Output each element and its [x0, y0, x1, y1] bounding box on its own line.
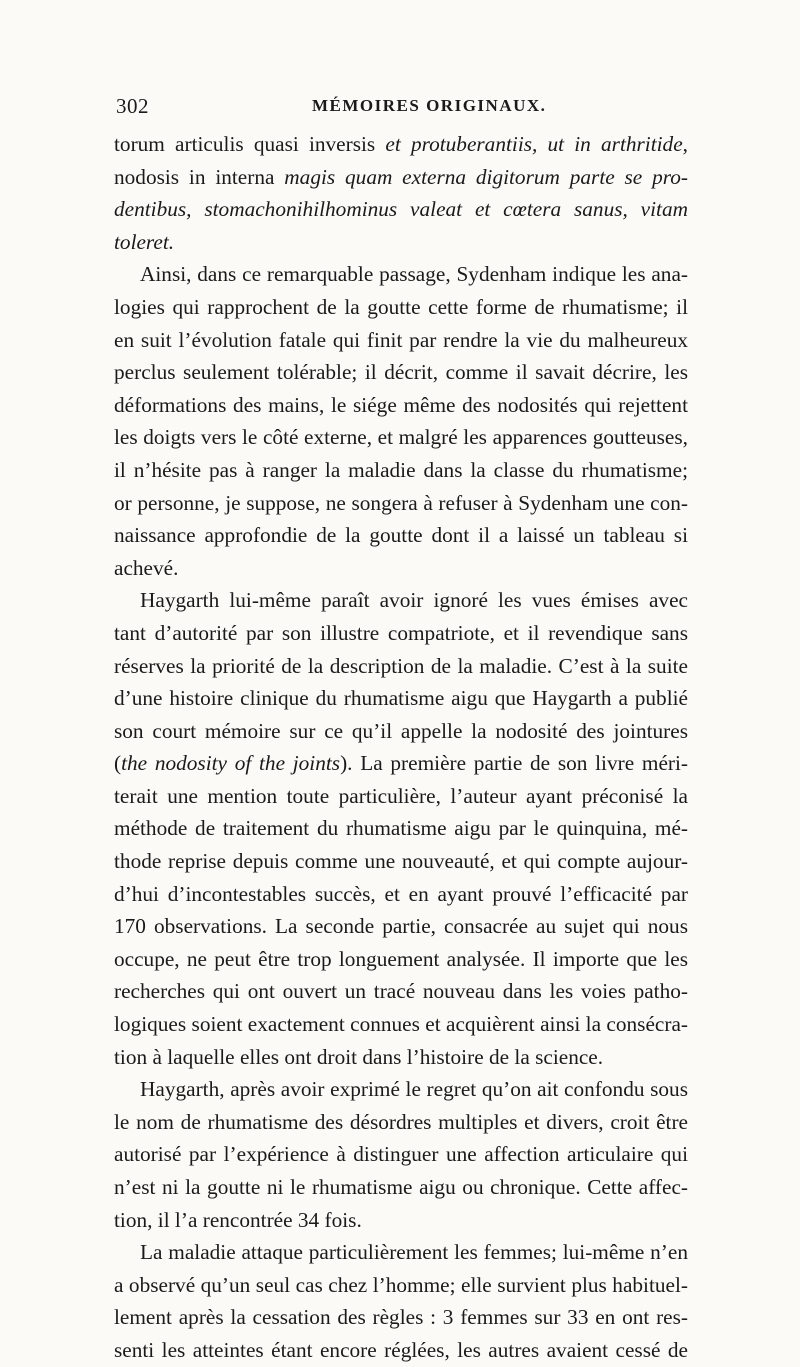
text-line: [114, 1301, 688, 1334]
text-segment: son court mémoire sur ce qu’il appelle la nodosité des jointures: [114, 718, 688, 743]
text-segment: naissance approfondie de la goutte dont il a laissé un tableau si: [114, 523, 688, 548]
text-line: [114, 1171, 688, 1204]
text-line: [114, 324, 688, 357]
text-line: [114, 258, 688, 291]
text-line: [114, 421, 688, 454]
text-line: [114, 780, 688, 813]
italic-segment: toleret.: [114, 229, 175, 254]
text-line: [114, 1041, 688, 1074]
text-segment: perclus seulement tolérable; il décrit, comme il savait décrire, les: [114, 360, 688, 385]
text-segment: tant d’autorité par son illustre compatriote, et il revendique sans: [114, 620, 688, 645]
text-segment: 170 observations. La seconde partie, consacrée au sujet qui nous: [114, 914, 688, 939]
text-segment: méthode de traitement du rhumatisme aigu par le quinquina, mé-: [114, 816, 688, 841]
text-line: [114, 389, 688, 422]
text-segment: recherches qui ont ouvert un tracé nouveau dans les voies patho-: [114, 979, 688, 1004]
text-line: [114, 1138, 688, 1171]
text-line: [114, 747, 688, 780]
text-segment: Haygarth, après avoir exprimé le regret qu’on ait confondu sous: [140, 1077, 688, 1102]
text-line: [114, 193, 688, 226]
text-segment: le nom de rhumatisme des désordres multiples et divers, croit être: [114, 1109, 688, 1134]
text-segment: logiques soient exactement connues et acquièrent ainsi la consécra-: [114, 1012, 688, 1037]
text-line: [114, 1073, 688, 1106]
text-segment: nodosis in interna: [114, 164, 285, 189]
text-segment: d’hui d’incontestables succès, et en ayant prouvé l’efficacité par: [114, 881, 688, 906]
text-line: [114, 487, 688, 520]
text-segment: déformations des mains, le siége même des nodosités qui rejettent: [114, 392, 688, 417]
text-segment: terait une mention toute particulière, l’auteur ayant préconisé la: [114, 783, 688, 808]
text-segment: a observé qu’un seul cas chez l’homme; elle survient plus habituel-: [114, 1272, 688, 1297]
text-line: [114, 519, 688, 552]
text-line: [114, 1236, 688, 1269]
text-line: [114, 1334, 688, 1367]
text-segment: d’une histoire clinique du rhumatisme aigu que Haygarth a publié: [114, 686, 688, 711]
text-line: [114, 1204, 688, 1237]
text-segment: Haygarth lui-même paraît avoir ignoré les vues émises avec: [140, 588, 688, 613]
page-number: 302: [116, 94, 149, 118]
text-segment: tion, il l’a rencontrée 34 fois.: [114, 1207, 362, 1232]
text-segment: logies qui rapprochent de la goutte cette forme de rhumatisme; il: [114, 294, 688, 319]
text-segment: thode reprise depuis comme une nouveauté, et qui compte aujour-: [114, 849, 688, 874]
text-segment: les doigts vers le côté externe, et malgré les apparences goutteuses,: [114, 425, 688, 450]
text-line: [114, 910, 688, 943]
text-segment: ). La première partie de son livre méri-: [340, 751, 688, 776]
text-line: [114, 812, 688, 845]
text-segment: occupe, ne peut être trop longuement analysée. Il importe que les: [114, 946, 688, 971]
text-segment: lement après la cessation des règles : 3 femmes sur 33 en ont res-: [114, 1305, 688, 1330]
text-line: [114, 1008, 688, 1041]
text-segment: (: [114, 751, 122, 776]
text-segment: il n’hésite pas à ranger la maladie dans la classe du rhumatisme;: [114, 457, 688, 482]
italic-segment: dentibus, stomachonihilhominus valeat et cœtera sanus, vitam: [114, 197, 688, 222]
text-line: [114, 682, 688, 715]
running-title: MÉMOIRES ORIGINAUX.: [312, 96, 547, 115]
text-line: [114, 356, 688, 389]
body-text: [114, 128, 688, 1367]
text-line: [114, 161, 688, 194]
text-line: [114, 975, 688, 1008]
text-segment: La maladie attaque particulièrement les femmes; lui-même n’en: [140, 1240, 688, 1265]
text-segment: autorisé par l’expérience à distinguer une affection articulaire qui: [114, 1142, 688, 1167]
text-line: [114, 650, 688, 683]
text-segment: tion à laquelle elles ont droit dans l’histoire de la science.: [114, 1044, 604, 1069]
text-line: [114, 943, 688, 976]
text-line: [114, 226, 688, 259]
text-segment: réserves la priorité de la description de la maladie. C’est à la suite: [114, 653, 688, 678]
text-line: [114, 715, 688, 748]
text-line: [114, 454, 688, 487]
text-line: [114, 845, 688, 878]
text-line: [114, 128, 688, 161]
page-header: [116, 94, 690, 124]
italic-segment: the nodosity of the joints: [121, 751, 341, 776]
text-line: [114, 617, 688, 650]
text-segment: torum articulis quasi inversis: [114, 132, 386, 156]
italic-segment: magis quam externa digitorum parte se pro-: [284, 164, 688, 189]
text-segment: or personne, je suppose, ne songera à refuser à Sydenham une con-: [114, 490, 688, 515]
text-segment: en suit l’évolution fatale qui finit par rendre la vie du malheureux: [114, 327, 688, 352]
italic-segment: et protuberantiis, ut in arthritide: [385, 132, 683, 156]
text-segment: Ainsi, dans ce remarquable passage, Sydenham indique les ana-: [140, 262, 688, 287]
text-line: [114, 1269, 688, 1302]
text-segment: n’est ni la goutte ni le rhumatisme aigu ou chronique. Cette affec-: [114, 1175, 688, 1199]
text-line: [114, 878, 688, 911]
text-line: [114, 552, 688, 585]
text-segment: senti les atteintes étant encore réglées, les autres avaient cessé de: [114, 1337, 688, 1362]
text-segment: ,: [682, 132, 688, 156]
text-line: [114, 1106, 688, 1139]
text-line: [114, 584, 688, 617]
text-segment: achevé.: [114, 555, 179, 580]
text-line: [114, 291, 688, 324]
